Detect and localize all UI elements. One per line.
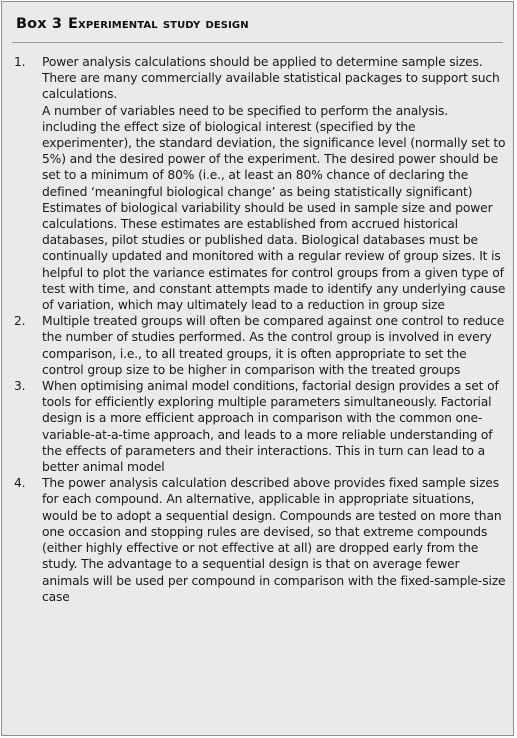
list-item	[10, 54, 506, 313]
list-item	[10, 475, 506, 605]
item-paragraph: The power analysis calculation described above provides fixed sample sizes for each compound. An alternative, applicable in appropriate situations, would be to adopt a sequential design. Compounds are tested on more than one occasion and stopping rules are devised, so that extreme compounds (either highly effective or not effective at all) are dropped early from the study. The advantage to a sequential design is that on average fewer animals will be used per compound in comparison with the fixed-sample-size case	[42, 476, 506, 604]
box-label: Box 3	[16, 16, 63, 32]
item-paragraph: Power analysis calculations should be applied to determine sample sizes. There are many commercially available statistical packages to support such calculations.	[42, 55, 500, 102]
item-paragraph: Estimates of biological variability should be used in sample size and power calculations. These estimates are established from accrued historical databases, pilot studies or published data. Biological databases must be continually updated and monitored with a regular review of group sizes. It is helpful to plot the variance estimates for control groups from a given type of test with time, and constant attempts made to identify any underlying cause of variation, which may ultimately lead to a reduction in group size	[42, 200, 506, 313]
numbered-list	[10, 54, 506, 605]
list-item	[10, 313, 506, 378]
item-number: 4.	[14, 476, 26, 491]
item-paragraph: A number of variables need to be specified to perform the analysis. including the effect size of biological interest (specified by the experimenter), the standard deviation, the significance level (normally set to 5%) and the desired power of the experiment. The desired power should be set to a minimum of 80% (i.e., at least an 80% chance of declaring the defined ‘meaningful biological change’ as being statistically significant)	[42, 103, 506, 199]
item-paragraph: When optimising animal model conditions, factorial design provides a set of tools for efficiently exploring multiple parameters simultaneously. Factorial design is a more efficient approach in comparison with the common one-variable-at-a-time approach, and leads to a more reliable understanding of the effects of parameters and their interactions. This in turn can lead to a better animal model	[42, 379, 499, 475]
title-divider	[12, 42, 503, 43]
item-number: 2.	[14, 314, 26, 329]
text-box	[1, 1, 514, 736]
item-number: 3.	[14, 379, 26, 394]
box-heading: Experimental study design	[68, 16, 249, 32]
item-number: 1.	[14, 55, 26, 69]
item-paragraph: Multiple treated groups will often be compared against one control to reduce the number of studies performed. As the control group is involved in every comparison, i.e., to all treated groups, it is often appropriate to set the control group size to be higher in comparison with the treated groups	[42, 314, 505, 377]
box-title	[16, 16, 249, 32]
list-item	[10, 378, 506, 475]
